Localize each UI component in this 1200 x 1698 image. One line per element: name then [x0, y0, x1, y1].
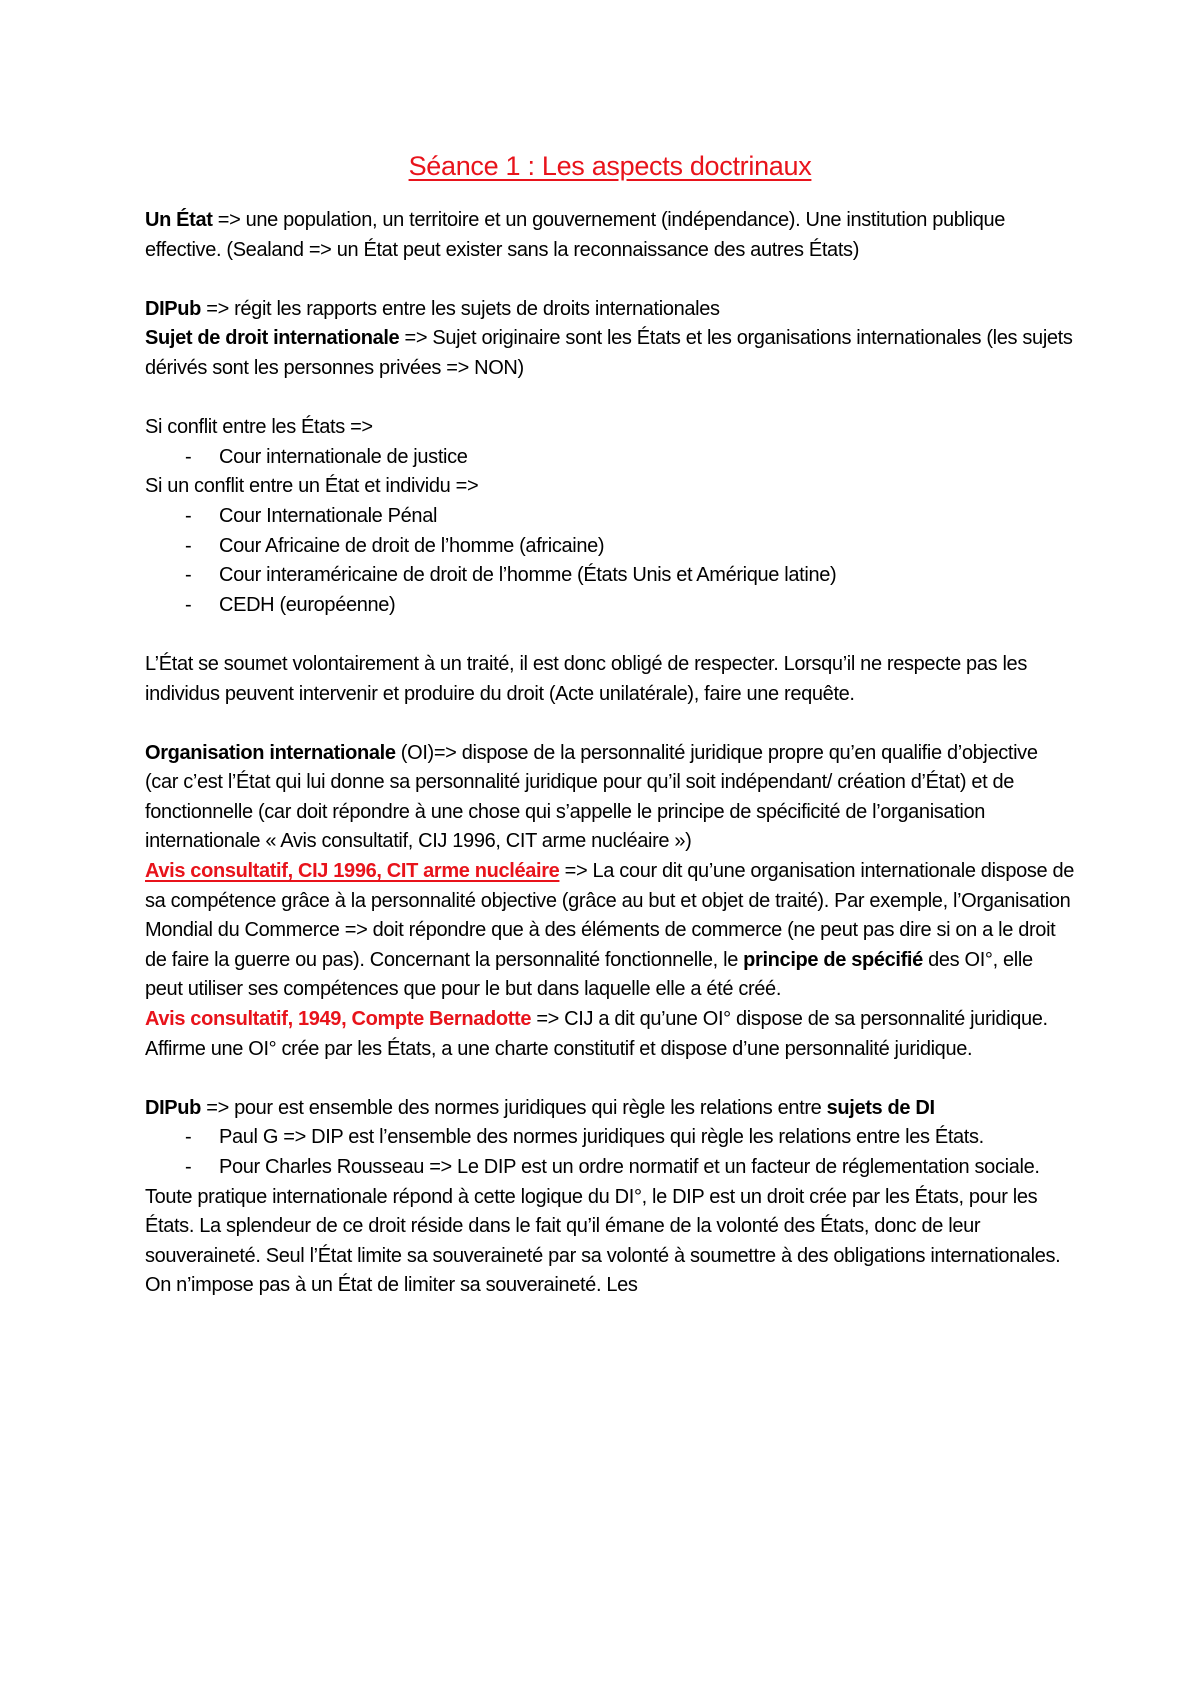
term-sujets-di: sujets de DI: [826, 1096, 935, 1119]
page-title: Séance 1 : Les aspects doctrinaux: [408, 151, 812, 181]
term-sujet-droit: Sujet de droit internationale: [145, 327, 400, 350]
conflit-etats-list: [145, 443, 1075, 473]
paragraph-conclusion: Toute pratique internationale répond à cette logique du DI°, le DIP est un droit crée par les États, pour les États. La splendeur de ce droit réside dans le fait qu’il émane de la volonté des États, donc de leur souveraineté. Seul l’État limite sa souveraineté par sa volonté à soumettre à des obligations internationales. On n’impose pas à un État de limiter sa souveraineté. Les: [145, 1185, 1061, 1297]
paragraph-avis-1996: Avis consultatif, CIJ 1996, CIT arme nucléaire => La cour dit qu’une organisation internationale dispose de sa compétence grâce à la personnalité objective (grâce au but et objet de traité). Par exemple, l’Organisation Mondial du Commerce => doit répondre que à des éléments de commerce (ne peut pas dire si on a le droit de faire la guerre ou pas). Concernant la personnalité fonctionnelle, le principe de spécifié des OI°, elle peut utiliser ses compétences que pour le but dans laquelle elle a été créé.: [145, 860, 1075, 1001]
conflit-individu-intro: Si un conflit entre un État et individu =>: [145, 475, 479, 498]
term-dipub: DIPub: [145, 297, 202, 320]
list-item: - Cour Africaine de droit de l’homme (africaine): [145, 532, 1075, 562]
case-avis-1996: Avis consultatif, CIJ 1996, CIT arme nucléaire: [145, 860, 560, 883]
list-item: - Pour Charles Rousseau => Le DIP est un ordre normatif et un facteur de réglementation sociale.: [145, 1153, 1075, 1183]
list-item: - Cour internationale de justice: [145, 443, 1075, 473]
paragraph-traite: L’État se soumet volontairement à un traité, il est donc obligé de respecter. Lorsqu’il ne respecte pas les individus peuvent intervenir et produire du droit (Acte unilatérale), faire une requête.: [145, 652, 1027, 705]
paragraph-dipub-definition: DIPub => régit les rapports entre les sujets de droits internationales: [145, 297, 720, 320]
doctrine-list: [145, 1123, 1075, 1182]
list-item: - CEDH (européenne): [145, 591, 1075, 621]
term-organisation-internationale: Organisation internationale: [145, 741, 396, 764]
list-item: - Cour Internationale Pénal: [145, 502, 1075, 532]
list-item: - Paul G => DIP est l’ensemble des normes juridiques qui règle les relations entre les États.: [145, 1123, 1075, 1153]
paragraph-sujet-droit: Sujet de droit internationale => Sujet originaire sont les États et les organisations internationales (les sujets dérivés sont les personnes privées => NON): [145, 327, 1073, 379]
term-principe-specifie: principe de spécifié: [743, 948, 923, 971]
term-etat: Un État: [145, 209, 213, 231]
paragraph-dipub-ensemble: DIPub => pour est ensemble des normes juridiques qui règle les relations entre sujets de DI: [145, 1096, 935, 1119]
paragraph-organisation-internationale: Organisation internationale (OI)=> dispose de la personnalité juridique propre qu’en qualifie d’objective (car c’est l’État qui lui donne sa personnalité juridique pour qu’il soit indépendant/ création d’État) et de fonctionnelle (car doit répondre à une chose qui s’appelle le principe de spécificité de l’organisation internationale « Avis consultatif, CIJ 1996, CIT arme nucléaire »): [145, 741, 1038, 853]
paragraph-etat: Un État => une population, un territoire et un gouvernement (indépendance). Une institution publique effective. (Sealand => un État peut exister sans la reconnaissance des autres États): [145, 209, 1006, 261]
case-avis-1949: Avis consultatif, 1949, Compte Bernadotte: [145, 1008, 532, 1031]
document-page: [145, 148, 1075, 1301]
list-item: - Cour interaméricaine de droit de l’homme (États Unis et Amérique latine): [145, 561, 1075, 591]
term-dipub: DIPub: [145, 1096, 202, 1119]
paragraph-avis-1949: Avis consultatif, 1949, Compte Bernadotte => CIJ a dit qu’une OI° dispose de sa personnalité juridique. Affirme une OI° crée par les États, a une charte constitutif et dispose d’une personnalité juridique.: [145, 1008, 1048, 1060]
conflit-individu-list: [145, 502, 1075, 620]
conflit-etats-intro: Si conflit entre les États =>: [145, 416, 373, 439]
